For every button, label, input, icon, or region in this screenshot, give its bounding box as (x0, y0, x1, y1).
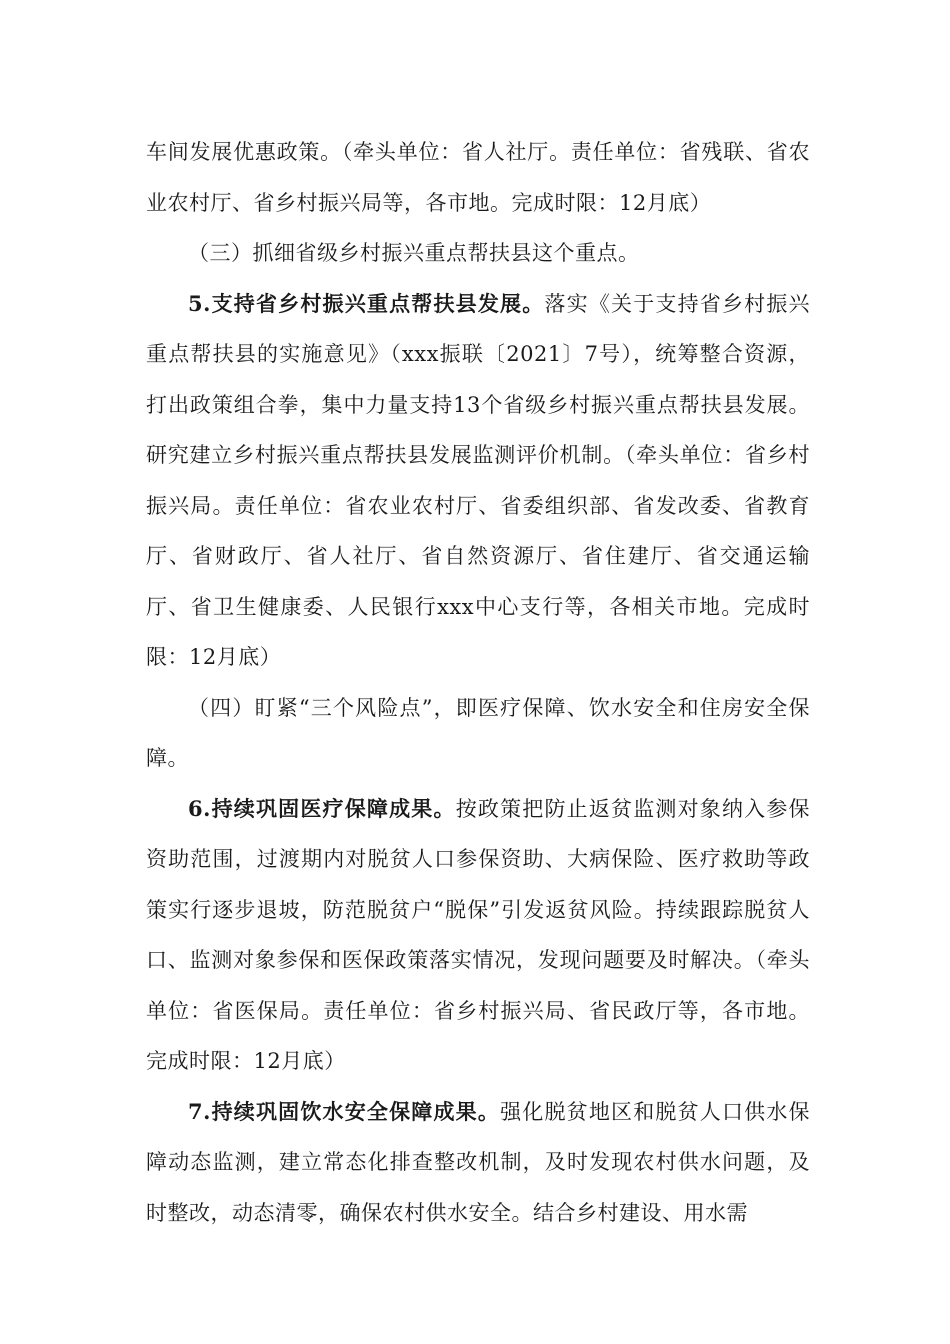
item-heading: 6.持续巩固医疗保障成果。 (188, 795, 456, 821)
section-heading-4 (146, 683, 810, 784)
paragraph-text: 车间发展优惠政策。（牵头单位：省人社厅。责任单位：省残联、省农业农村厅、省乡村振兴局等，各市地。完成时限：12月底） (146, 140, 810, 215)
item-6-paragraph (146, 784, 810, 1087)
section-heading-3 (146, 228, 810, 279)
item-heading: 7.持续巩固饮水安全保障成果。 (188, 1098, 501, 1124)
item-7-paragraph (146, 1087, 810, 1239)
item-heading: 5.支持省乡村振兴重点帮扶县发展。 (188, 290, 545, 316)
paragraph-continuation (146, 127, 810, 228)
item-text: 落实《关于支持省乡村振兴重点帮扶县的实施意见》（xxx振联〔2021〕7号），统筹整合资源，打出政策组合拳，集中力量支持13个省级乡村振兴重点帮扶县发展。研究建立乡村振兴重点帮扶县发展监测评价机制。（牵头单位：省乡村振兴局。责任单位：省农业农村厅、省委组织部、省发改委、省教育厅、省财政厅、省人社厅、省自然资源厅、省住建厅、省交通运输厅、省卫生健康委、人民银行xxx中心支行等，各相关市地。完成时限：12月底） (146, 291, 811, 669)
item-text: 按政策把防止返贫监测对象纳入参保资助范围，过渡期内对脱贫人口参保资助、大病保险、医疗救助等政策实行逐步退坡，防范脱贫户“脱保”引发返贫风险。持续跟踪脱贫人口、监测对象参保和医保政策落实情况，发现问题要及时解决。（牵头单位：省医保局。责任单位：省乡村振兴局、省民政厅等，各市地。完成时限：12月底） (146, 796, 811, 1073)
section-heading-text: （四）盯紧“三个风险点”，即医疗保障、饮水安全和住房安全保障。 (146, 695, 810, 770)
item-5-paragraph (146, 279, 810, 683)
section-heading-text: （三）抓细省级乡村振兴重点帮扶县这个重点。 (188, 241, 640, 265)
document-body (146, 127, 810, 1238)
item-text: 强化脱贫地区和脱贫人口供水保障动态监测，建立常态化排查整改机制，及时发现农村供水问题，及时整改，动态清零，确保农村供水安全。结合乡村建设、用水需 (146, 1099, 811, 1225)
